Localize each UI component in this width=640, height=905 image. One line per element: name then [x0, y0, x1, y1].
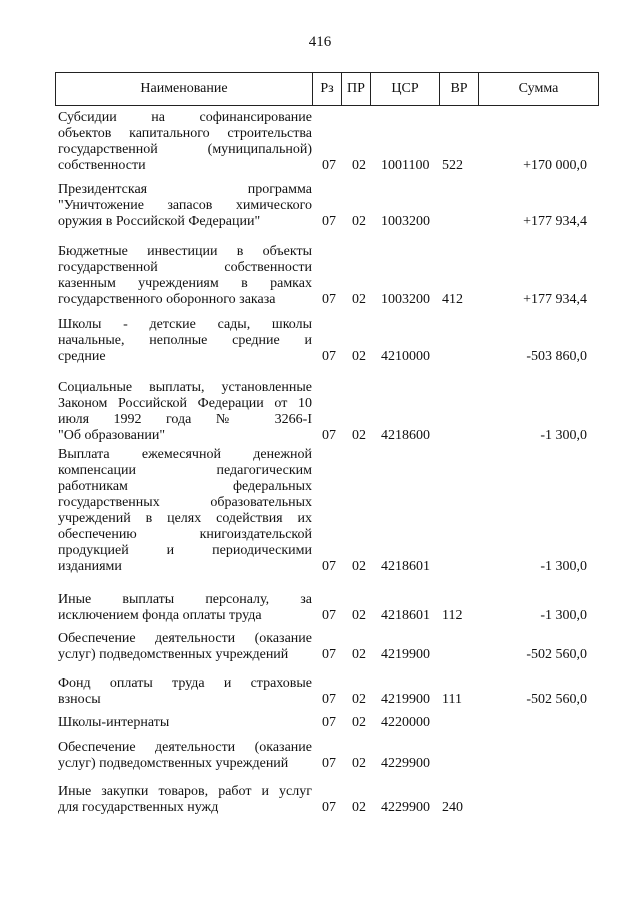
row-name: [58, 182, 312, 230]
row-sum: -503 860,0: [526, 349, 587, 364]
header-rz: Рз: [313, 73, 342, 105]
row-csr: 4219900: [381, 647, 430, 662]
row-name-line: компенсации педагогическим: [58, 463, 312, 478]
row-name: [58, 317, 312, 365]
row-name: [58, 244, 312, 308]
row-name-line: объектов капитального строительства: [58, 126, 312, 141]
row-name-line: для государственных нужд: [58, 800, 219, 815]
row-name: [58, 631, 312, 663]
row-pr: 02: [352, 715, 366, 730]
row-csr: 1001100: [381, 158, 430, 173]
row-name-line: услуг) подведомственных учреждений: [58, 647, 289, 662]
row-rz: 07: [322, 647, 336, 662]
row-name-line: государственной (муниципальной): [58, 142, 312, 157]
row-pr: 02: [352, 349, 366, 364]
row-sum: -1 300,0: [540, 608, 587, 623]
row-name-line: Субсидии на софинансирование: [58, 110, 312, 125]
row-rz: 07: [322, 756, 336, 771]
header-vr: ВР: [440, 73, 479, 105]
row-sum: +170 000,0: [523, 158, 587, 173]
row-name-line: услуг) подведомственных учреждений: [58, 756, 289, 771]
row-sum: -1 300,0: [540, 559, 587, 574]
row-name-line: Фонд оплаты труда и страховые: [58, 676, 312, 691]
row-sum: +177 934,4: [523, 292, 587, 307]
row-name-line: Обеспечение деятельности (оказание: [58, 740, 312, 755]
row-name-line: обеспечению книгоиздательской: [58, 527, 312, 542]
row-name-line: Президентская программа: [58, 182, 312, 197]
row-rz: 07: [322, 214, 336, 229]
row-name-line: исключением фонда оплаты труда: [58, 608, 262, 623]
row-name: [58, 784, 312, 816]
row-pr: 02: [352, 559, 366, 574]
row-pr: 02: [352, 292, 366, 307]
table-row: [0, 244, 640, 308]
row-sum: -502 560,0: [526, 647, 587, 662]
row-csr: 4220000: [381, 715, 430, 730]
row-sum: -502 560,0: [526, 692, 587, 707]
row-rz: 07: [322, 608, 336, 623]
row-name-line: июля 1992 года № 3266-I: [58, 412, 312, 427]
table-row: [0, 740, 640, 772]
row-name-line: казенным учреждениям в рамках: [58, 276, 312, 291]
row-name-line: Выплата ежемесячной денежной: [58, 447, 312, 462]
row-sum: +177 934,4: [523, 214, 587, 229]
row-rz: 07: [322, 292, 336, 307]
row-name-line: продукцией и периодическими: [58, 543, 312, 558]
row-pr: 02: [352, 428, 366, 443]
row-pr: 02: [352, 756, 366, 771]
row-name-line: Иные закупки товаров, работ и услуг: [58, 784, 312, 799]
table-row: [0, 110, 640, 174]
row-pr: 02: [352, 214, 366, 229]
row-name-line: изданиями: [58, 559, 122, 574]
table-row: [0, 182, 640, 230]
row-name-line: Школы-интернаты: [58, 715, 170, 730]
row-rz: 07: [322, 349, 336, 364]
row-name: [58, 447, 312, 575]
row-rz: 07: [322, 692, 336, 707]
header-sum: Сумма: [518, 81, 559, 96]
row-csr: 4218601: [381, 608, 430, 623]
row-rz: 07: [322, 158, 336, 173]
row-vr: 111: [442, 692, 462, 707]
row-name: [58, 740, 312, 772]
row-name-line: Школы - детские сады, школы: [58, 317, 312, 332]
row-csr: 4219900: [381, 692, 430, 707]
row-rz: 07: [322, 715, 336, 730]
row-name-line: Иные выплаты персоналу, за: [58, 592, 312, 607]
row-pr: 02: [352, 692, 366, 707]
table-row: [0, 380, 640, 444]
row-name: [58, 676, 312, 708]
row-name-line: "Уничтожение запасов химического: [58, 198, 312, 213]
table-header: [55, 72, 599, 106]
row-pr: 02: [352, 608, 366, 623]
row-pr: 02: [352, 800, 366, 815]
header-csr: ЦСР: [371, 73, 440, 105]
row-name-line: учреждений в целях содействия их: [58, 511, 312, 526]
row-name-line: Обеспечение деятельности (оказание: [58, 631, 312, 646]
row-name-line: "Об образовании": [58, 428, 166, 443]
row-rz: 07: [322, 800, 336, 815]
row-sum: -1 300,0: [540, 428, 587, 443]
page-number: 416: [308, 34, 332, 50]
row-vr: 412: [442, 292, 463, 307]
row-name-line: начальные, неполные средние и: [58, 333, 312, 348]
row-csr: 1003200: [381, 292, 430, 307]
row-csr: 4210000: [381, 349, 430, 364]
table-row: [0, 715, 640, 731]
header-name: Наименование: [56, 73, 313, 105]
row-name-line: средние: [58, 349, 106, 364]
row-name-line: взносы: [58, 692, 101, 707]
row-csr: 4229900: [381, 800, 430, 815]
row-csr: 4229900: [381, 756, 430, 771]
row-csr: 4218601: [381, 559, 430, 574]
row-vr: 240: [442, 800, 463, 815]
row-name: [58, 380, 312, 444]
row-name-line: работникам федеральных: [58, 479, 312, 494]
row-name-line: государственных образовательных: [58, 495, 312, 510]
table-row: [0, 592, 640, 624]
row-name: [58, 110, 312, 174]
row-vr: 112: [442, 608, 463, 623]
row-csr: 4218600: [381, 428, 430, 443]
row-name: [58, 715, 312, 731]
row-rz: 07: [322, 428, 336, 443]
table-row: [0, 784, 640, 816]
row-csr: 1003200: [381, 214, 430, 229]
row-name-line: Законом Российской Федерации от 10: [58, 396, 312, 411]
table-row: [0, 317, 640, 365]
row-name-line: оружия в Российской Федерации": [58, 214, 261, 229]
table-row: [0, 676, 640, 708]
row-pr: 02: [352, 647, 366, 662]
row-pr: 02: [352, 158, 366, 173]
row-name-line: Социальные выплаты, установленные: [58, 380, 312, 395]
row-name-line: государственной собственности: [58, 260, 312, 275]
row-name-line: собственности: [58, 158, 146, 173]
header-pr: ПР: [342, 73, 371, 105]
row-name: [58, 592, 312, 624]
row-vr: 522: [442, 158, 463, 173]
row-name-line: государственного оборонного заказа: [58, 292, 276, 307]
row-name-line: Бюджетные инвестиции в объекты: [58, 244, 312, 259]
table-row: [0, 631, 640, 663]
row-rz: 07: [322, 559, 336, 574]
table-row: [0, 447, 640, 575]
